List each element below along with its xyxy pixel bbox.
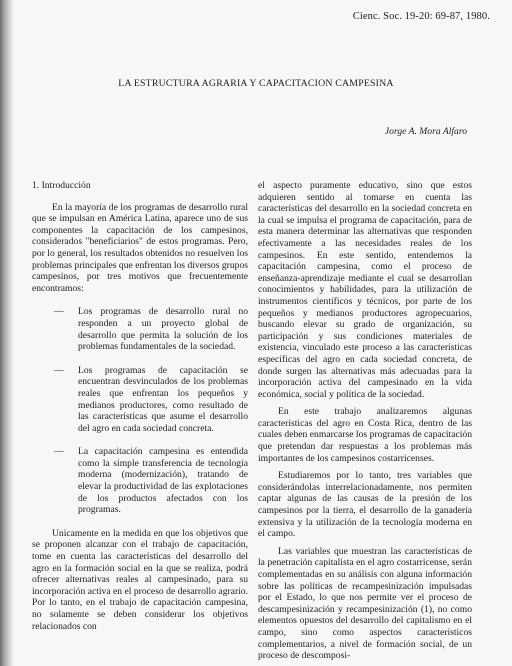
list-item-text: La capacitación campesina es entendida como la simple transferencia de tecnología moderna (modernización), tratando de elevar la productividad de las explotaciones de los productos afectados con los programas. [78,446,248,516]
paragraph: Las variables que muestran las características de la penetración capitalista en el agro costarricense, serán complementadas en su análisis con alguna información sobre las políticas de recampesinización impulsadas por el Estado, lo que nos permite ver el proceso de descampesinización y recampesinización (1), no como elementos opuestos del desarrollo del capitalismo en el campo, sino como aspectos característicos complementarios, a nivel de formación social, de un proceso de descomposi- [258,545,472,662]
dash-bullet-icon: — [54,364,64,376]
dash-bullet-icon: — [54,306,64,318]
article-author: Jorge A. Mora Alfaro [384,126,467,137]
list-item-text: Los programas de capacitación se encuentran desvinculados de los problemas reales que enfrentan los pequeños y medianos productores, como resultado de las características que asume el desarrollo del agro en cada sociedad concreta. [78,364,248,434]
list-item [32,306,248,352]
paragraph: En este trabajo analizaremos algunas características del agro en Costa Rica, dentro de las cuales deben enmarcarse los programas de capacitación que pretendan dar respuestas a los problemas más importantes de los campesinos costarricenses. [258,406,472,464]
list-item [32,446,248,516]
section-heading: 1. Introducción [32,180,91,191]
paragraph: el aspecto puramente educativo, sino que estos adquieren sentido al tomarse en cuenta las características del desarrollo en la sociedad concreta en la cual se impulsa el programa de capacitación, para de esta manera determinar las alternativas que responden efectivamente a las necesidades reales de los campesinos. En este sentido, entendemos la capacitación campesina, como el proceso de enseñanza-aprendizaje mediante el cual se desarrollan conocimientos y habilidades, para la utilización de instrumentos científicos y técnicos, por parte de los pequeños y medianos productores agropecuarios, buscando elevar su grado de organización, su participación y sus condiciones materiales de existencia, vinculado este proceso a las características específicas del agro en cada sociedad concreta, de donde surgen las alternativas más adecuadas para la incorporación activa del campesinado en la vida económica, social y política de la sociedad. [258,180,472,400]
paragraph: Estudiaremos por lo tanto, tres variables que considerándolas interrelacionadamente, nos permiten captar algunas de las causas de la presión de los campesinos por la tierra, el desarrollo de la ganadería extensiva y la utilización de la tecnología moderna en el campo. [258,470,472,540]
list-item [32,365,248,435]
left-column [32,180,248,632]
list-item-text: Los programas de desarrollo rural no responden a un proyecto global de desarrollo que permita la solución de los problemas fundamentales de la sociedad. [78,306,248,353]
paragraph: Unicamente en la medida en que los objetivos que se proponen alcanzar con el trabajo de capacitación, tome en cuenta las características del desarrollo del agro en la formación social en la que se realiza, podrá ofrecer alternativas reales al campesinado, para su incorporación activa en el proceso de desarrollo agrario. Por lo tanto, en el trabajo de capacitación campesina, no solamente se deben considerar los objetivos relacionados con [32,527,248,632]
right-column [258,180,472,662]
article-title: LA ESTRUCTURA AGRARIA Y CAPACITACION CAMPESINA [118,78,394,89]
dash-bullet-icon: — [54,446,64,458]
page-binding-shadow [0,0,14,666]
journal-citation: Cienc. Soc. 19-20: 69-87, 1980. [352,11,490,22]
paragraph: En la mayoría de los programas de desarrollo rural que se impulsan en América Latina, aparece uno de sus componentes la capacitación de los campesinos, considerados "beneficiarios" de estos programas. Pero, por lo general, los resultados obtenidos no resuelven los problemas principales que enfrentan los diversos grupos campesinos, por tres motivos que frecuentemente encontramos: [32,201,248,294]
